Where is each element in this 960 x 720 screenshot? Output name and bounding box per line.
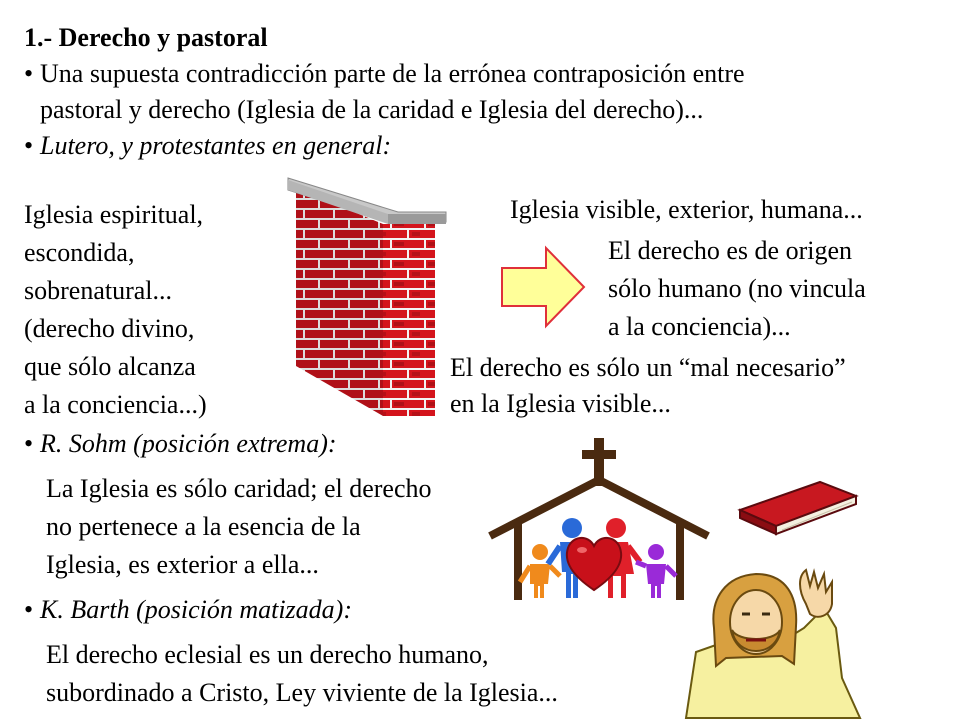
left-line: a la conciencia...) <box>24 390 207 419</box>
mal-necesario-block <box>450 350 846 422</box>
left-line: escondida, <box>24 238 135 267</box>
bullet-1-line-1: Una supuesta contradicción parte de la errónea contraposición entre <box>40 59 745 88</box>
book-icon <box>738 480 858 536</box>
left-block <box>24 196 207 424</box>
bullet-contradiction <box>24 58 745 90</box>
bullet-2-text: Lutero, y protestantes en general: <box>40 131 392 160</box>
left-line: (derecho divino, <box>24 314 195 343</box>
right-block <box>608 232 866 346</box>
mal-necesario-line: El derecho es sólo un “mal necesario” <box>450 353 846 382</box>
right-arrow-icon <box>500 246 586 328</box>
barth-text <box>46 636 558 712</box>
barth-line: El derecho eclesial es un derecho humano, <box>46 640 489 669</box>
bullet-dot: • <box>24 59 34 88</box>
sohm-line: no pertenece a la esencia de la <box>46 512 361 541</box>
right-line: El derecho es de origen <box>608 236 853 265</box>
left-line: que sólo alcanza <box>24 352 196 381</box>
bullet-dot: • <box>24 595 34 624</box>
bullet-lutero <box>24 130 391 162</box>
bullet-dot: • <box>24 131 34 160</box>
sohm-line: La Iglesia es sólo caridad; el derecho <box>46 474 432 503</box>
church-family-icon <box>486 436 716 606</box>
sohm-line: Iglesia, es exterior a ella... <box>46 550 319 579</box>
mal-necesario-line: en la Iglesia visible... <box>450 389 671 418</box>
brick-wall-icon <box>288 178 458 418</box>
bullet-sohm <box>24 428 337 460</box>
bullet-dot: • <box>24 429 34 458</box>
barth-line: subordinado a Cristo, Ley viviente de la Iglesia... <box>46 678 558 707</box>
page-title: 1.- Derecho y pastoral <box>24 23 268 52</box>
right-line: sólo humano (no vincula <box>608 274 866 303</box>
christ-figure-icon <box>686 568 864 718</box>
bullet-1-line-2: pastoral y derecho (Iglesia de la caridad e Iglesia del derecho)... <box>40 95 704 124</box>
bullet-4-text: K. Barth (posición matizada): <box>40 595 352 624</box>
sohm-text <box>46 470 432 584</box>
right-heading: Iglesia visible, exterior, humana... <box>510 195 863 224</box>
bullet-3-text: R. Sohm (posición extrema): <box>40 429 337 458</box>
left-line: Iglesia espiritual, <box>24 200 204 229</box>
left-line: sobrenatural... <box>24 276 173 305</box>
right-line: a la conciencia)... <box>608 312 791 341</box>
bullet-barth <box>24 594 352 626</box>
